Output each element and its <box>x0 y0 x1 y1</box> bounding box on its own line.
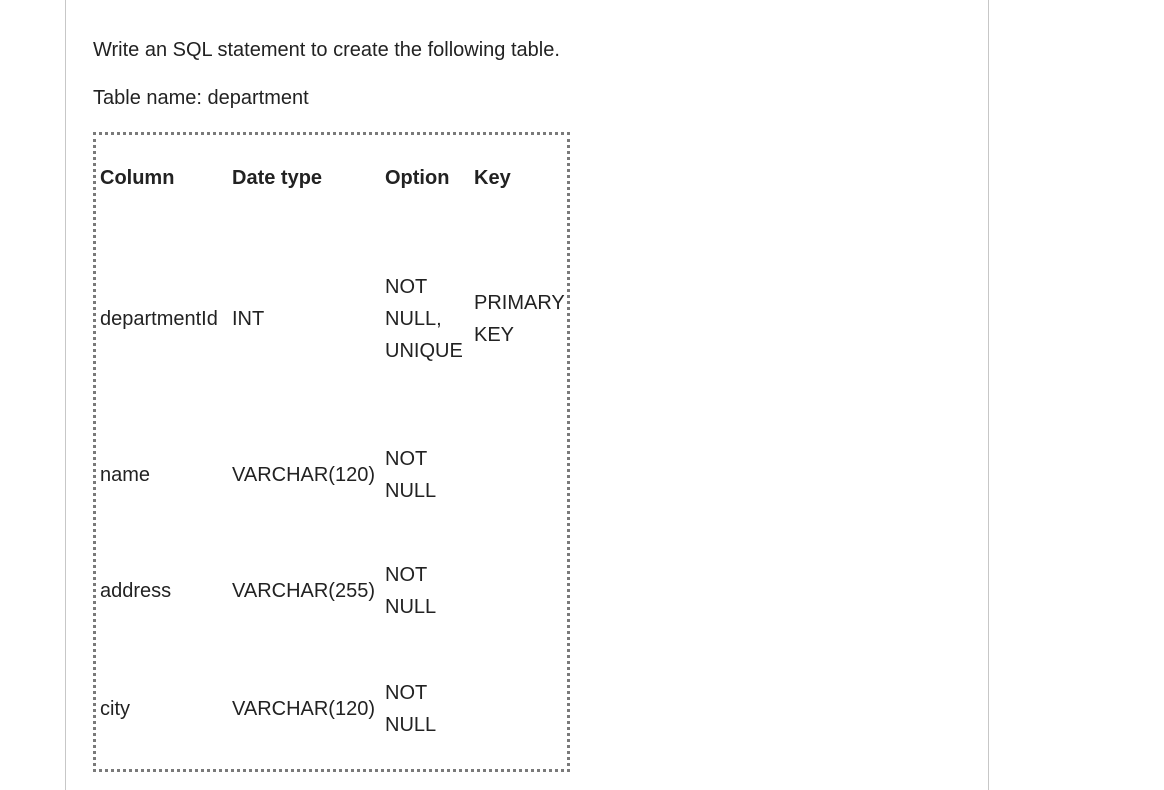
option-line: NOT <box>385 448 428 470</box>
cell-data-type: VARCHAR(255) <box>232 580 375 602</box>
cell-data-type: INT <box>232 308 265 330</box>
option-line: NULL <box>385 714 437 736</box>
option-line: UNIQUE <box>385 340 463 362</box>
option-line: NOT <box>385 564 428 586</box>
cell-key <box>470 221 567 417</box>
header-column: Column <box>100 167 175 189</box>
question-content <box>93 36 973 772</box>
cell-data-type: VARCHAR(120) <box>232 698 375 720</box>
table-row <box>96 221 567 417</box>
cell-key <box>470 533 567 649</box>
cell-option <box>381 417 470 533</box>
table-row <box>96 649 567 769</box>
cell-column-name: address <box>100 580 172 602</box>
cell-column-name: name <box>100 464 151 486</box>
cell-data-type: VARCHAR(120) <box>232 464 375 486</box>
option-line: NOT <box>385 682 428 704</box>
option-line: NULL <box>385 596 437 618</box>
header-data-type: Date type <box>232 167 323 189</box>
cell-option <box>381 221 470 417</box>
option-line: NOT <box>385 276 428 298</box>
content-right-border <box>988 0 989 790</box>
header-key: Key <box>474 167 511 189</box>
table-name-line: Table name: department <box>93 87 309 109</box>
content-left-border <box>65 0 66 790</box>
option-line: NULL <box>385 480 437 502</box>
key-line: KEY <box>474 324 515 346</box>
cell-column-name: city <box>100 698 130 720</box>
key-line: PRIMARY <box>474 292 565 314</box>
header-option: Option <box>385 167 450 189</box>
table-row <box>96 533 567 649</box>
cell-key <box>470 417 567 533</box>
cell-option <box>381 649 470 769</box>
table-spec <box>93 132 570 772</box>
cell-option <box>381 533 470 649</box>
option-line: NULL, <box>385 308 442 330</box>
table-header-row <box>96 135 567 221</box>
cell-key <box>470 649 567 769</box>
table-row <box>96 417 567 533</box>
question-instruction: Write an SQL statement to create the following table. <box>93 39 560 61</box>
cell-column-name: departmentId <box>100 308 218 330</box>
